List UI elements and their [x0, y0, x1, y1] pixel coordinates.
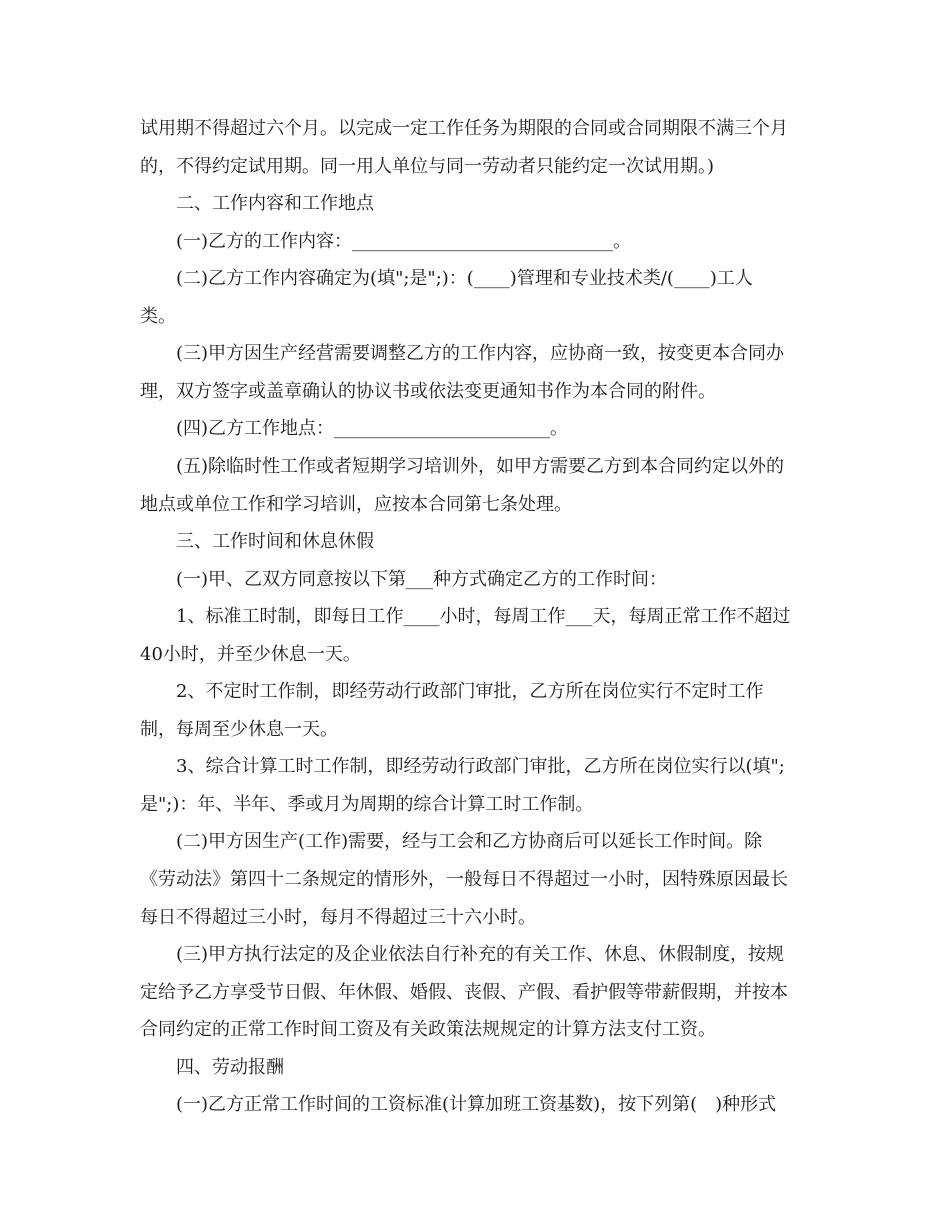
document-line: 是";)：年、半年、季或月为周期的综合计算工时工作制。 — [140, 793, 594, 815]
document-line: (三)甲方因生产经营需要调整乙方的工作内容，应协商一致，按变更本合同办 — [176, 343, 785, 365]
document-line: 3、综合计算工时工作制，即经劳动行政部门审批，乙方所在岗位实行以(填"; — [176, 756, 785, 778]
document-line: 四、劳动报酬 — [176, 1056, 284, 1078]
document-line: 定给予乙方享受节日假、年休假、婚假、丧假、产假、看护假等带薪假期，并按本 — [140, 981, 788, 1003]
document-line: (一)甲、乙双方同意按以下第___种方式确定乙方的工作时间： — [176, 568, 668, 590]
document-line: 的，不得约定试用期。同一用人单位与同一劳动者只能约定一次试用期。) — [140, 155, 715, 177]
document-line: 2、不定时工作制，即经劳动行政部门审批，乙方所在岗位实行不定时工作 — [176, 681, 764, 703]
document-line: (三)甲方执行法定的及企业依法自行补充的有关工作、休息、休假制度，按规 — [176, 944, 785, 966]
document-line: (一)乙方的工作内容：_____________________________。 — [176, 230, 632, 252]
document-line: 制，每周至少休息一天。 — [140, 718, 338, 740]
document-line: (二)甲方因生产(工作)需要，经与工会和乙方协商后可以延长工作时间。除 — [176, 831, 763, 853]
document-line: 类。 — [140, 305, 176, 327]
document-line: 试用期不得超过六个月。以完成一定工作任务为期限的合同或合同期限不满三个月 — [140, 118, 788, 139]
document-line: 40小时，并至少休息一天。 — [140, 643, 361, 665]
document-line: 地点或单位工作和学习培训，应按本合同第七条处理。 — [140, 493, 572, 515]
document-line: 二、工作内容和工作地点 — [176, 193, 374, 215]
document-line: 1、标准工时制，即每日工作____小时，每周工作___天，每周正常工作不超过 — [176, 606, 791, 628]
document-line: 理，双方签字或盖章确认的协议书或依法变更通知书作为本合同的附件。 — [140, 380, 716, 402]
document-line: (五)除临时性工作或者短期学习培训外，如甲方需要乙方到本合同约定以外的 — [176, 455, 785, 477]
document-line: 合同约定的正常工作时间工资及有关政策法规规定的计算方法支付工资。 — [140, 1019, 716, 1041]
document-line: 每日不得超过三小时，每月不得超过三十六小时。 — [140, 906, 536, 928]
document-line: (二)乙方工作内容确定为(填";是";)：(____)管理和专业技术类/(____)工人 — [176, 268, 753, 290]
document-line: 三、工作时间和休息休假 — [176, 531, 374, 553]
document-line: (四)乙方工作地点：________________________。 — [176, 418, 569, 440]
document-line: 《劳动法》第四十二条规定的情形外，一般每日不得超过一小时，因特殊原因最长 — [140, 869, 788, 890]
document-line: (一)乙方正常工作时间的工资标准(计算加班工资基数)，按下列第( )种形式 — [176, 1094, 777, 1116]
